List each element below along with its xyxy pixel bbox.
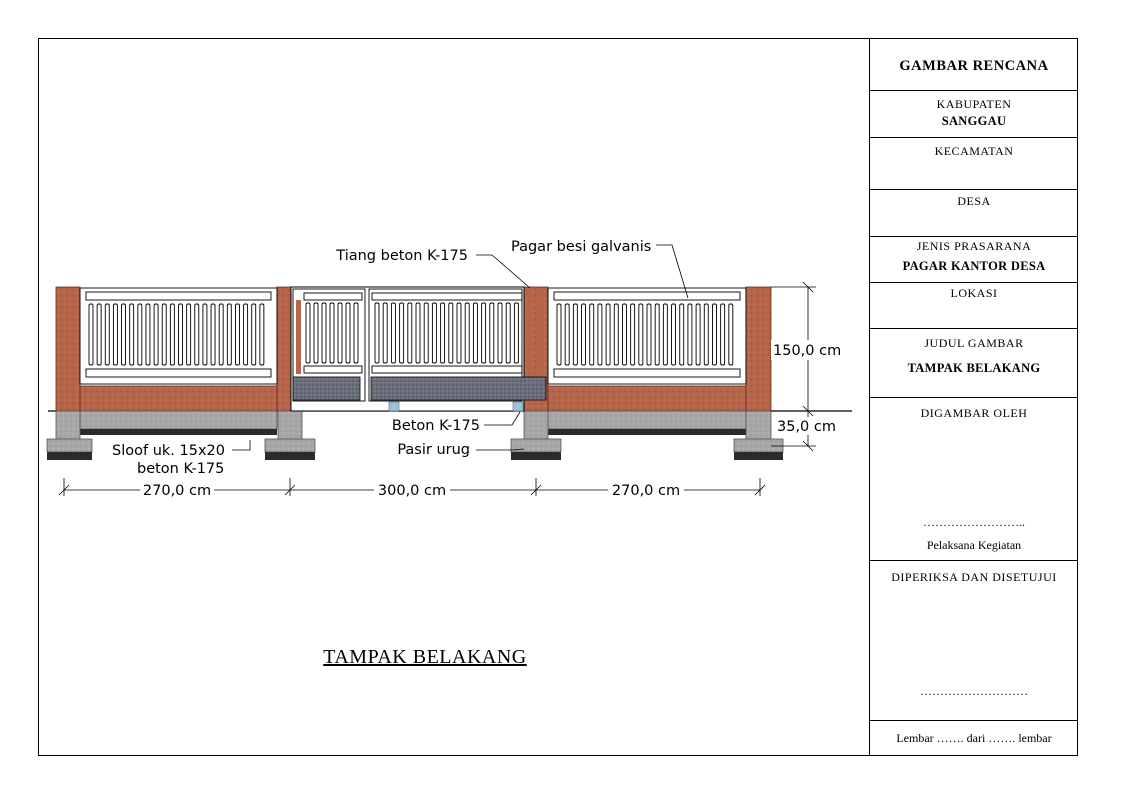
drawing-caption: TAMPAK BELAKANG [323, 646, 527, 668]
tb-lokasi-label: LOKASI [950, 286, 998, 300]
tb-desa [870, 190, 1078, 237]
wall-right [548, 386, 746, 411]
tb-kabupaten [870, 91, 1078, 138]
tb-digambar-oleh [870, 398, 1078, 561]
tb-lokasi [870, 283, 1078, 329]
sloof-right [548, 411, 746, 429]
title-block [869, 38, 1078, 756]
tb-jenis-value: PAGAR KANTOR DESA [902, 259, 1046, 273]
dim-span-left: 270,0 cm [142, 483, 212, 499]
dim-height-base: 35,0 cm [777, 419, 836, 435]
tb-header [870, 38, 1078, 91]
label-pagar: Pagar besi galvanis [511, 239, 652, 255]
label-beton: Beton K-175 [391, 418, 480, 434]
sloof-right-base [548, 429, 746, 435]
label-sloof-line2: beton K-175 [137, 461, 225, 477]
dim-height-fence: 150,0 cm [773, 343, 842, 359]
dim-span-mid: 300,0 cm [377, 483, 447, 499]
column-1 [56, 287, 80, 411]
wall-left [80, 386, 277, 411]
tb-digambar-role: Pelaksana Kegiatan [926, 538, 1022, 552]
label-sloof-line1: Sloof uk. 15x20 [112, 443, 225, 459]
tb-header-text: GAMBAR RENCANA [899, 58, 1049, 74]
tb-diperiksa-label: DIPERIKSA DAN DISETUJUI [891, 570, 1057, 584]
tb-kecamatan-label: KECAMATAN [934, 144, 1014, 158]
tb-lembar-text: Lembar ……. dari ……. lembar [896, 731, 1052, 745]
tb-jenis-label: JENIS PRASARANA [916, 239, 1032, 253]
tb-diperiksa-dots: ……………………… [920, 684, 1028, 698]
tb-kecamatan [870, 138, 1078, 190]
column-4 [746, 287, 771, 411]
label-tiang: Tiang beton K-175 [336, 248, 468, 264]
tb-digambar-dots: …………………….. [923, 515, 1025, 529]
column-2 [277, 287, 291, 411]
tb-judul-value: TAMPAK BELAKANG [907, 361, 1041, 375]
tb-jenis-prasarana [870, 237, 1078, 283]
tb-lembar [870, 721, 1078, 756]
tb-kabupaten-value: SANGGAU [941, 114, 1007, 128]
tb-judul-label: JUDUL GAMBAR [924, 336, 1024, 350]
tb-judul-gambar [870, 329, 1078, 398]
tb-kabupaten-label: KABUPATEN [936, 97, 1012, 111]
railing-panel-left [80, 288, 277, 384]
tb-diperiksa [870, 561, 1078, 721]
label-pasir: Pasir urug [397, 442, 470, 458]
dim-span-right: 270,0 cm [611, 483, 681, 499]
sloof-left [80, 411, 277, 429]
sliding-gate [291, 287, 546, 411]
railing-panel-right [548, 288, 746, 384]
tb-digambar-label: DIGAMBAR OLEH [920, 406, 1028, 420]
tb-desa-label: DESA [957, 194, 991, 208]
sloof-left-base [80, 429, 277, 435]
